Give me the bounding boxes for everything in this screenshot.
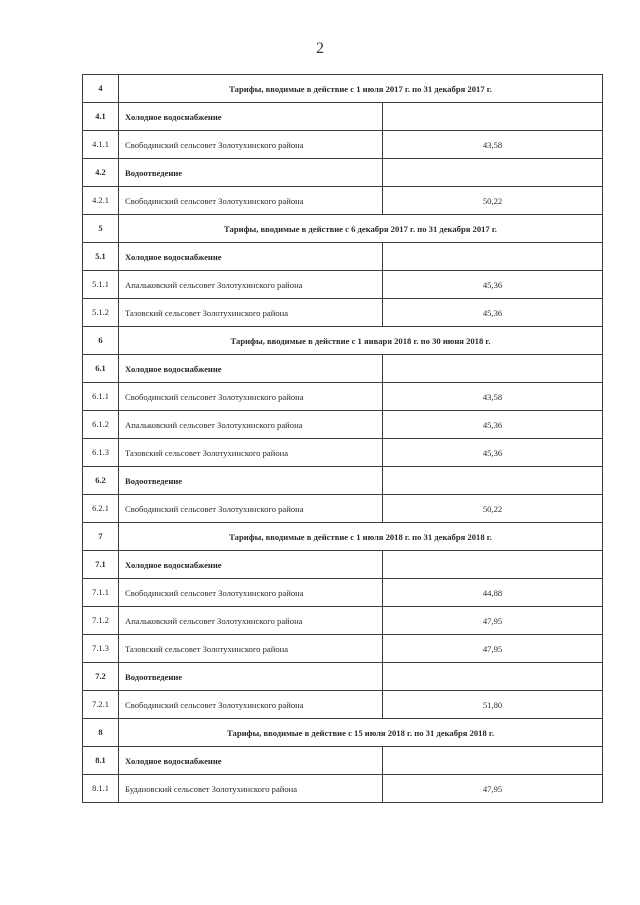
row-number: 6.2.1 [83, 495, 119, 523]
table-row [83, 691, 603, 719]
tariff-value [383, 159, 603, 187]
municipality-name: Тазовский сельсовет Золотухинского района [119, 299, 383, 327]
tariff-value: 45,36 [383, 411, 603, 439]
municipality-name: Тазовский сельсовет Золотухинского района [119, 439, 383, 467]
tariff-value: 45,36 [383, 271, 603, 299]
row-number: 5.1 [83, 243, 119, 271]
municipality-name: Свободинский сельсовет Золотухинского района [119, 691, 383, 719]
table-row [83, 131, 603, 159]
tariff-period-title: Тарифы, вводимые в действие с 6 декабря 2017 г. по 31 декабря 2017 г. [119, 215, 603, 243]
tariff-value: 47,95 [383, 775, 603, 803]
municipality-name: Свободинский сельсовет Золотухинского района [119, 495, 383, 523]
tariff-value: 50,22 [383, 187, 603, 215]
tariff-value: 50,22 [383, 495, 603, 523]
row-number: 8.1.1 [83, 775, 119, 803]
table-row [83, 495, 603, 523]
row-number: 5.1.2 [83, 299, 119, 327]
tariff-value: 43,58 [383, 383, 603, 411]
municipality-name: Будановский сельсовет Золотухинского района [119, 775, 383, 803]
tariff-period-row [83, 215, 603, 243]
table-row [83, 775, 603, 803]
service-name: Холодное водоснабжение [119, 355, 383, 383]
row-number: 6.1 [83, 355, 119, 383]
row-number: 7 [83, 523, 119, 551]
row-number: 7.1.2 [83, 607, 119, 635]
municipality-name: Апальковский сельсовет Золотухинского района [119, 411, 383, 439]
service-name: Холодное водоснабжение [119, 551, 383, 579]
service-section-row [83, 663, 603, 691]
row-number: 6.1.1 [83, 383, 119, 411]
row-number: 4.1 [83, 103, 119, 131]
service-section-row [83, 159, 603, 187]
tariff-value: 51,80 [383, 691, 603, 719]
table-row [83, 579, 603, 607]
table-row [83, 299, 603, 327]
row-number: 5 [83, 215, 119, 243]
service-name: Холодное водоснабжение [119, 103, 383, 131]
row-number: 7.2 [83, 663, 119, 691]
table-row [83, 271, 603, 299]
tariff-period-row [83, 75, 603, 103]
row-number: 7.1 [83, 551, 119, 579]
service-name: Водоотведение [119, 663, 383, 691]
tariff-period-title: Тарифы, вводимые в действие с 1 января 2018 г. по 30 июня 2018 г. [119, 327, 603, 355]
row-number: 7.1.3 [83, 635, 119, 663]
table-row [83, 439, 603, 467]
municipality-name: Апальковский сельсовет Золотухинского района [119, 271, 383, 299]
tariff-period-title: Тарифы, вводимые в действие с 1 июля 2018 г. по 31 декабря 2018 г. [119, 523, 603, 551]
service-section-row [83, 467, 603, 495]
service-section-row [83, 243, 603, 271]
row-number: 6 [83, 327, 119, 355]
table-row [83, 411, 603, 439]
tariff-value: 47,95 [383, 607, 603, 635]
row-number: 4.2 [83, 159, 119, 187]
table-row [83, 607, 603, 635]
tariff-value [383, 747, 603, 775]
municipality-name: Свободинский сельсовет Золотухинского района [119, 187, 383, 215]
tariff-value: 43,58 [383, 131, 603, 159]
table-row [83, 635, 603, 663]
tariff-period-title: Тарифы, вводимые в действие с 1 июля 2017 г. по 31 декабря 2017 г. [119, 75, 603, 103]
row-number: 4.1.1 [83, 131, 119, 159]
row-number: 4.2.1 [83, 187, 119, 215]
service-section-row [83, 355, 603, 383]
row-number: 6.1.3 [83, 439, 119, 467]
service-section-row [83, 551, 603, 579]
tariff-value: 44,88 [383, 579, 603, 607]
row-number: 4 [83, 75, 119, 103]
service-section-row [83, 747, 603, 775]
tariff-value [383, 243, 603, 271]
service-name: Водоотведение [119, 467, 383, 495]
service-name: Холодное водоснабжение [119, 243, 383, 271]
row-number: 7.2.1 [83, 691, 119, 719]
row-number: 6.2 [83, 467, 119, 495]
row-number: 5.1.1 [83, 271, 119, 299]
service-name: Холодное водоснабжение [119, 747, 383, 775]
service-name: Водоотведение [119, 159, 383, 187]
tariff-value [383, 467, 603, 495]
tariff-period-row [83, 523, 603, 551]
table-row [83, 383, 603, 411]
municipality-name: Свободинский сельсовет Золотухинского района [119, 579, 383, 607]
tariff-table [82, 74, 603, 803]
row-number: 6.1.2 [83, 411, 119, 439]
page-number: 2 [316, 40, 324, 57]
tariff-value [383, 551, 603, 579]
municipality-name: Свободинский сельсовет Золотухинского района [119, 383, 383, 411]
row-number: 7.1.1 [83, 579, 119, 607]
tariff-table-body [83, 75, 603, 803]
tariff-value: 45,36 [383, 439, 603, 467]
tariff-period-row [83, 719, 603, 747]
tariff-value [383, 103, 603, 131]
tariff-value: 45,36 [383, 299, 603, 327]
tariff-period-title: Тарифы, вводимые в действие с 15 июля 2018 г. по 31 декабря 2018 г. [119, 719, 603, 747]
service-section-row [83, 103, 603, 131]
table-row [83, 187, 603, 215]
municipality-name: Апальковский сельсовет Золотухинского района [119, 607, 383, 635]
row-number: 8.1 [83, 747, 119, 775]
tariff-value [383, 355, 603, 383]
tariff-period-row [83, 327, 603, 355]
municipality-name: Тазовский сельсовет Золотухинского района [119, 635, 383, 663]
tariff-value: 47,95 [383, 635, 603, 663]
tariff-value [383, 663, 603, 691]
row-number: 8 [83, 719, 119, 747]
municipality-name: Свободинский сельсовет Золотухинского района [119, 131, 383, 159]
